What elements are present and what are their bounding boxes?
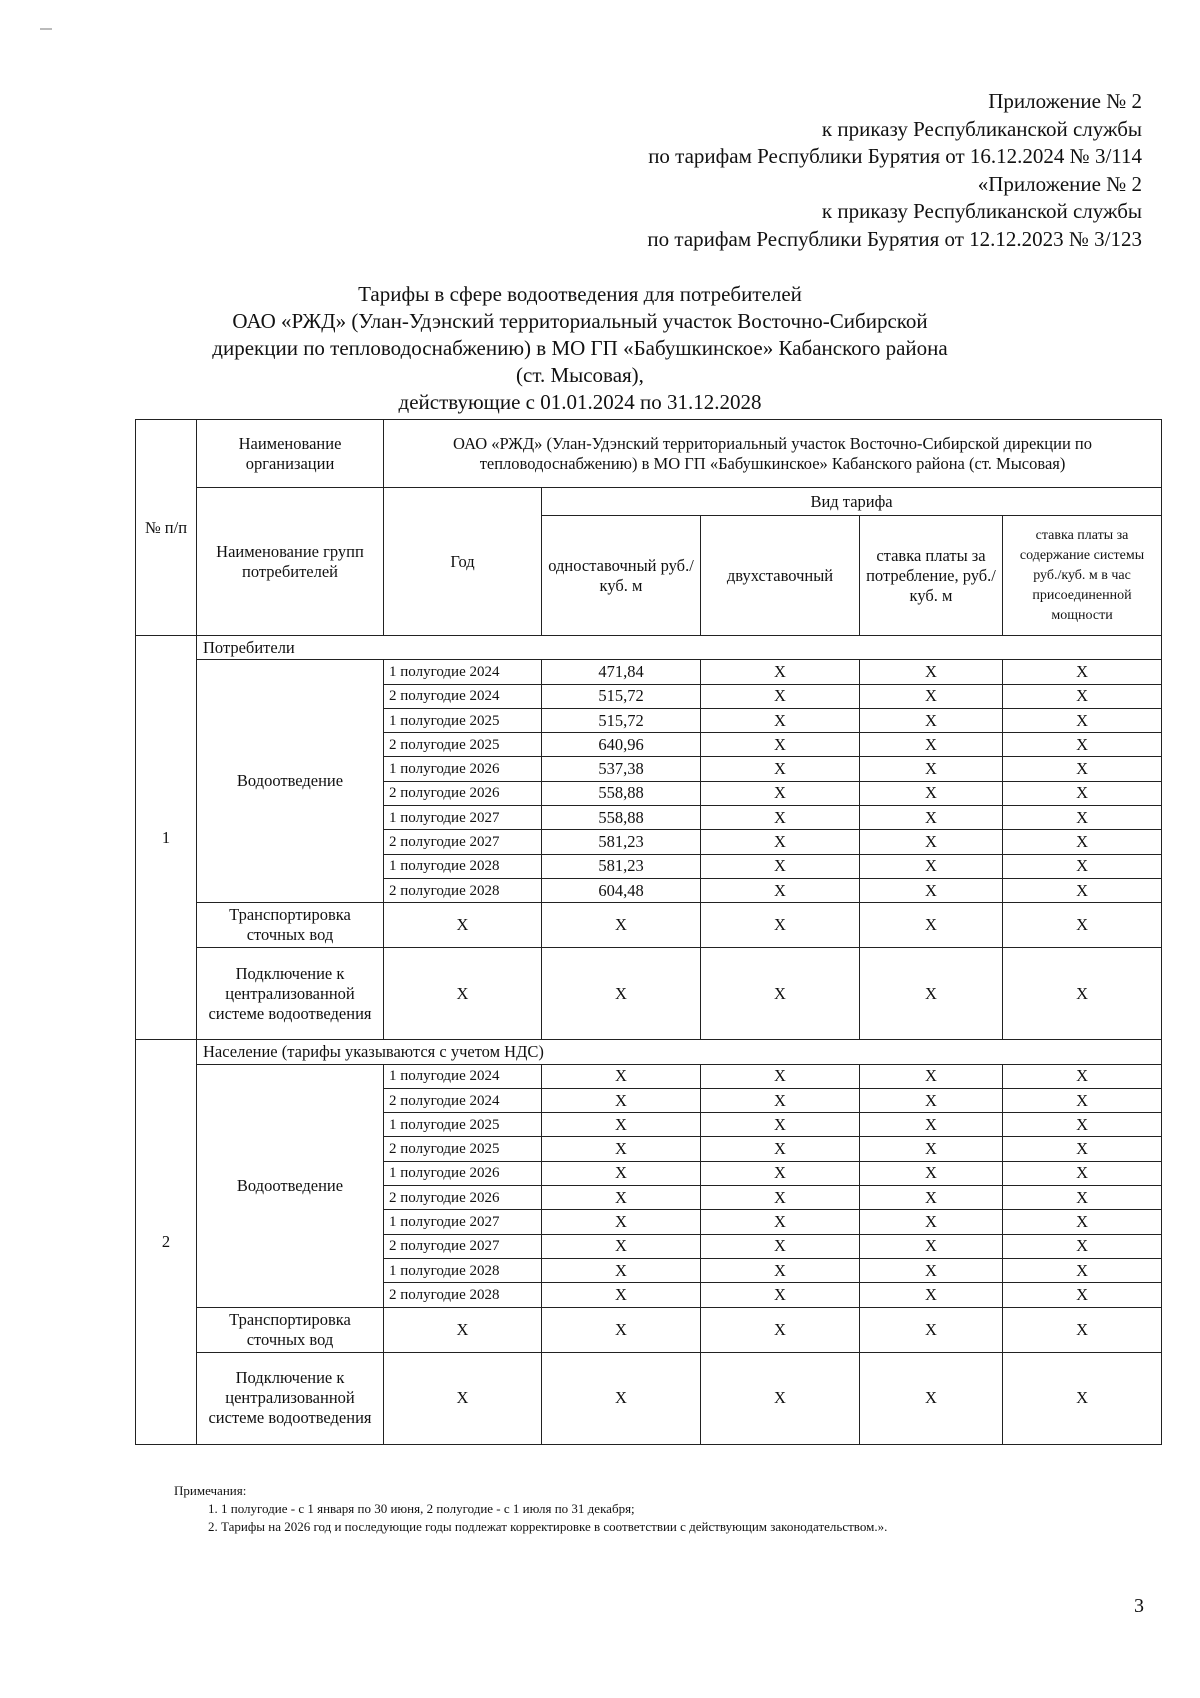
header-line: по тарифам Республики Бурятия от 16.12.2024 № 3/114 <box>648 144 1142 168</box>
single-rate-cell: X <box>542 1186 701 1210</box>
document-title <box>140 281 1020 416</box>
notes-heading: Примечания: <box>174 1483 247 1498</box>
period-cell: 1 полугодие 2024 <box>384 660 542 684</box>
connection-label: Подключение к централизованной системе водоотведения <box>197 1352 384 1444</box>
two-rate-cell: X <box>701 1137 860 1161</box>
maintenance-rate-cell: X <box>1003 948 1162 1040</box>
note-item: 1. 1 полугодие - с 1 января по 30 июня, 2 полугодие - с 1 июля по 31 декабря; <box>208 1501 635 1516</box>
transport-row <box>136 1307 1162 1352</box>
single-rate-cell: X <box>542 903 701 948</box>
single-rate-cell: 558,88 <box>542 781 701 805</box>
consumption-rate-cell: X <box>860 1307 1003 1352</box>
header-maintenance-rate: ставка платы за содержание системы руб./куб. м в час присоединенной мощности <box>1003 516 1162 636</box>
connection-label: Подключение к централизованной системе водоотведения <box>197 948 384 1040</box>
section-row <box>136 636 1162 660</box>
header-line: к приказу Республиканской службы <box>821 116 1142 141</box>
header-groups: Наименование групп потребителей <box>197 488 384 636</box>
two-rate-cell: X <box>701 781 860 805</box>
connection-row <box>136 1352 1162 1444</box>
scan-speck <box>40 28 52 30</box>
maintenance-rate-cell: X <box>1003 733 1162 757</box>
single-rate-cell: 515,72 <box>542 708 701 732</box>
maintenance-rate-cell: X <box>1003 830 1162 854</box>
year-cell: X <box>384 948 542 1040</box>
consumption-rate-cell: X <box>860 806 1003 830</box>
period-cell: 2 полугодие 2024 <box>384 1088 542 1112</box>
two-rate-cell: X <box>701 708 860 732</box>
maintenance-rate-cell: X <box>1003 1113 1162 1137</box>
header-two-rate: двухставочный <box>701 516 860 636</box>
maintenance-rate-cell: X <box>1003 757 1162 781</box>
period-cell: 2 полугодие 2026 <box>384 781 542 805</box>
service-name: Водоотведение <box>197 660 384 903</box>
two-rate-cell: X <box>701 1088 860 1112</box>
year-cell: X <box>384 1352 542 1444</box>
two-rate-cell: X <box>701 684 860 708</box>
period-cell: 2 полугодие 2025 <box>384 1137 542 1161</box>
period-cell: 1 полугодие 2027 <box>384 806 542 830</box>
single-rate-cell: X <box>542 1161 701 1185</box>
period-cell: 1 полугодие 2028 <box>384 1258 542 1282</box>
section-number: 1 <box>136 636 197 1040</box>
consumption-rate-cell: X <box>860 878 1003 902</box>
tariff-table <box>135 419 1162 1445</box>
transport-label: Транспортировка сточных вод <box>197 1307 384 1352</box>
consumption-rate-cell: X <box>860 1258 1003 1282</box>
header-line: к приказу Республиканской службы <box>821 199 1142 223</box>
header-year: Год <box>384 488 542 636</box>
period-cell: 2 полугодие 2025 <box>384 733 542 757</box>
consumption-rate-cell: X <box>860 854 1003 878</box>
consumption-rate-cell: X <box>860 781 1003 805</box>
two-rate-cell: X <box>701 806 860 830</box>
maintenance-rate-cell: X <box>1003 1210 1162 1234</box>
section-row <box>136 1040 1162 1064</box>
maintenance-rate-cell: X <box>1003 1088 1162 1112</box>
two-rate-cell: X <box>701 854 860 878</box>
title-line: (ст. Мысовая), <box>516 363 644 387</box>
maintenance-rate-cell: X <box>1003 854 1162 878</box>
maintenance-rate-cell: X <box>1003 1234 1162 1258</box>
two-rate-cell: X <box>701 1064 860 1088</box>
period-cell: 2 полугодие 2024 <box>384 684 542 708</box>
consumption-rate-cell: X <box>860 684 1003 708</box>
year-cell: X <box>384 1307 542 1352</box>
section-label: Потребители <box>197 636 1162 660</box>
single-rate-cell: X <box>542 1352 701 1444</box>
period-cell: 1 полугодие 2028 <box>384 854 542 878</box>
org-value: ОАО «РЖД» (Улан-Удэнский территориальный участок Восточно-Сибирской дирекции по тепловодоснабжению) в МО ГП «Бабушкинское» Кабанского района (ст. Мысовая) <box>384 420 1162 488</box>
single-rate-cell: X <box>542 1307 701 1352</box>
title-line: дирекции по тепловодоснабжению) в МО ГП «Бабушкинское» Кабанского района <box>212 336 948 360</box>
maintenance-rate-cell: X <box>1003 684 1162 708</box>
consumption-rate-cell: X <box>860 1064 1003 1088</box>
header-single-rate: одноставочный руб./ куб. м <box>542 516 701 636</box>
two-rate-cell: X <box>701 1186 860 1210</box>
two-rate-cell: X <box>701 1307 860 1352</box>
consumption-rate-cell: X <box>860 948 1003 1040</box>
notes <box>174 1482 887 1536</box>
single-rate-cell: 581,23 <box>542 854 701 878</box>
two-rate-cell: X <box>701 903 860 948</box>
maintenance-rate-cell: X <box>1003 806 1162 830</box>
two-rate-cell: X <box>701 757 860 781</box>
service-name: Водоотведение <box>197 1064 384 1307</box>
two-rate-cell: X <box>701 1113 860 1137</box>
document-header <box>647 88 1142 253</box>
period-cell: 1 полугодие 2025 <box>384 1113 542 1137</box>
single-rate-cell: 640,96 <box>542 733 701 757</box>
year-cell: X <box>384 903 542 948</box>
maintenance-rate-cell: X <box>1003 878 1162 902</box>
period-cell: 2 полугодие 2027 <box>384 830 542 854</box>
period-cell: 1 полугодие 2024 <box>384 1064 542 1088</box>
header-line: Приложение № 2 <box>988 89 1142 113</box>
title-line: ОАО «РЖД» (Улан-Удэнский территориальный участок Восточно-Сибирской <box>232 309 928 333</box>
single-rate-cell: 581,23 <box>542 830 701 854</box>
page-number: 3 <box>1134 1595 1144 1617</box>
consumption-rate-cell: X <box>860 733 1003 757</box>
header-line: по тарифам Республики Бурятия от 12.12.2023 № 3/123 <box>647 226 1142 251</box>
period-cell: 2 полугодие 2028 <box>384 1283 542 1307</box>
period-cell: 2 полугодие 2026 <box>384 1186 542 1210</box>
consumption-rate-cell: X <box>860 1186 1003 1210</box>
consumption-rate-cell: X <box>860 903 1003 948</box>
period-cell: 1 полугодие 2026 <box>384 757 542 781</box>
two-rate-cell: X <box>701 1210 860 1234</box>
consumption-rate-cell: X <box>860 708 1003 732</box>
table-row <box>136 1064 1162 1088</box>
consumption-rate-cell: X <box>860 757 1003 781</box>
header-number: № п/п <box>136 420 197 636</box>
single-rate-cell: X <box>542 1064 701 1088</box>
consumption-rate-cell: X <box>860 1210 1003 1234</box>
maintenance-rate-cell: X <box>1003 1258 1162 1282</box>
single-rate-cell: X <box>542 1210 701 1234</box>
maintenance-rate-cell: X <box>1003 708 1162 732</box>
two-rate-cell: X <box>701 1283 860 1307</box>
consumption-rate-cell: X <box>860 660 1003 684</box>
transport-row <box>136 903 1162 948</box>
maintenance-rate-cell: X <box>1003 1352 1162 1444</box>
two-rate-cell: X <box>701 1258 860 1282</box>
single-rate-cell: 537,38 <box>542 757 701 781</box>
consumption-rate-cell: X <box>860 1137 1003 1161</box>
two-rate-cell: X <box>701 1161 860 1185</box>
maintenance-rate-cell: X <box>1003 660 1162 684</box>
period-cell: 2 полугодие 2027 <box>384 1234 542 1258</box>
consumption-rate-cell: X <box>860 1283 1003 1307</box>
maintenance-rate-cell: X <box>1003 1186 1162 1210</box>
single-rate-cell: X <box>542 1283 701 1307</box>
period-cell: 1 полугодие 2027 <box>384 1210 542 1234</box>
maintenance-rate-cell: X <box>1003 1307 1162 1352</box>
consumption-rate-cell: X <box>860 1161 1003 1185</box>
single-rate-cell: X <box>542 1113 701 1137</box>
single-rate-cell: 558,88 <box>542 806 701 830</box>
consumption-rate-cell: X <box>860 1234 1003 1258</box>
two-rate-cell: X <box>701 1352 860 1444</box>
maintenance-rate-cell: X <box>1003 1283 1162 1307</box>
header-consumption-rate: ставка платы за потребление, руб./ куб. м <box>860 516 1003 636</box>
two-rate-cell: X <box>701 660 860 684</box>
table-row <box>136 660 1162 684</box>
single-rate-cell: 515,72 <box>542 684 701 708</box>
maintenance-rate-cell: X <box>1003 1064 1162 1088</box>
note-item: 2. Тарифы на 2026 год и последующие годы подлежат корректировке в соответствии с действующим законодательством.». <box>208 1519 888 1534</box>
section-label: Население (тарифы указываются с учетом НДС) <box>197 1040 1162 1064</box>
single-rate-cell: 471,84 <box>542 660 701 684</box>
header-line: «Приложение № 2 <box>977 171 1142 196</box>
title-line: действующие с 01.01.2024 по 31.12.2028 <box>398 390 762 414</box>
period-cell: 2 полугодие 2028 <box>384 878 542 902</box>
two-rate-cell: X <box>701 1234 860 1258</box>
consumption-rate-cell: X <box>860 1352 1003 1444</box>
consumption-rate-cell: X <box>860 830 1003 854</box>
two-rate-cell: X <box>701 733 860 757</box>
maintenance-rate-cell: X <box>1003 1137 1162 1161</box>
single-rate-cell: 604,48 <box>542 878 701 902</box>
two-rate-cell: X <box>701 878 860 902</box>
header-tariff-type: Вид тарифа <box>542 488 1162 516</box>
consumption-rate-cell: X <box>860 1113 1003 1137</box>
two-rate-cell: X <box>701 948 860 1040</box>
maintenance-rate-cell: X <box>1003 781 1162 805</box>
single-rate-cell: X <box>542 1088 701 1112</box>
period-cell: 1 полугодие 2026 <box>384 1161 542 1185</box>
single-rate-cell: X <box>542 1258 701 1282</box>
single-rate-cell: X <box>542 1137 701 1161</box>
maintenance-rate-cell: X <box>1003 903 1162 948</box>
title-line: Тарифы в сфере водоотведения для потребителей <box>358 282 802 306</box>
section-number: 2 <box>136 1040 197 1444</box>
connection-row <box>136 948 1162 1040</box>
consumption-rate-cell: X <box>860 1088 1003 1112</box>
transport-label: Транспортировка сточных вод <box>197 903 384 948</box>
period-cell: 1 полугодие 2025 <box>384 708 542 732</box>
single-rate-cell: X <box>542 1234 701 1258</box>
header-org-name: Наименование организации <box>197 420 384 488</box>
two-rate-cell: X <box>701 830 860 854</box>
single-rate-cell: X <box>542 948 701 1040</box>
maintenance-rate-cell: X <box>1003 1161 1162 1185</box>
